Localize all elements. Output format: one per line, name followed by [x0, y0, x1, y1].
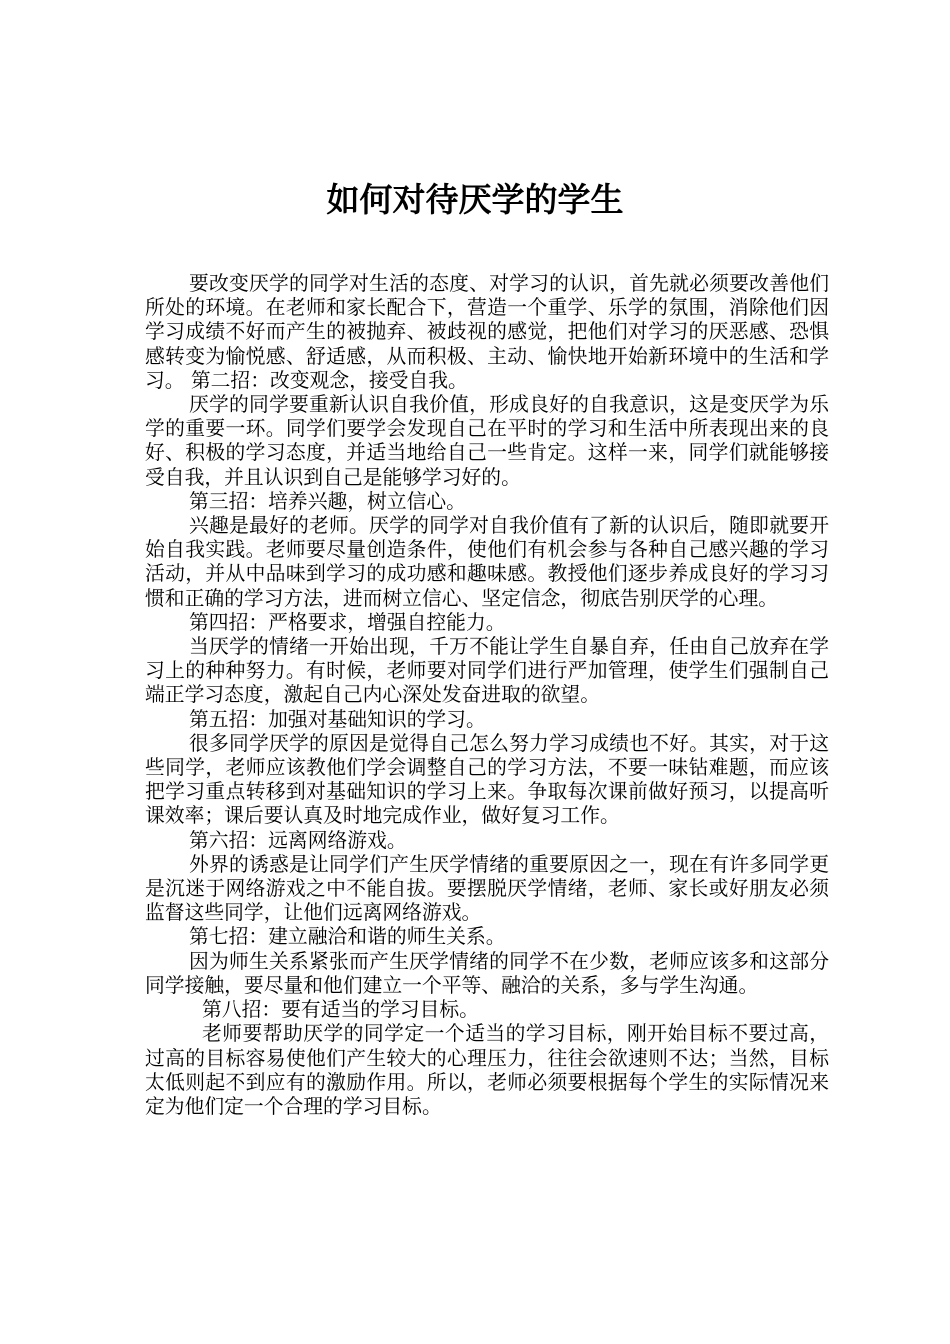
- body-paragraph: 要改变厌学的同学对生活的态度、对学习的认识，首先就必须要改善他们所处的环境。在老师和家长配合下，营造一个重学、乐学的氛围，消除他们因学习成绩不好而产生的被抛弃、被歧视的感觉，把他们对学习的厌恶感、恐惧感转变为愉悦感、舒适感，从而积极、主动、愉快地开始新环境中的生活和学习。 第二招：改变观念，接受自我。: [145, 272, 829, 392]
- section-heading: 第八招：要有适当的学习目标。: [202, 998, 479, 1022]
- body-paragraph: 厌学的同学要重新认识自我价值，形成良好的自我意识，这是变厌学为乐学的重要一环。同学们要学会发现自己在平时的学习和生活中所表现出来的良好、积极的学习态度，并适当地给自己一些肯定。这样一来，同学们就能够接受自我，并且认识到自己是能够学习好的。: [145, 393, 829, 489]
- body-paragraph: 当厌学的情绪一开始出现，千万不能让学生自暴自弃，任由自己放弃在学习上的种种努力。有时候，老师要对同学们进行严加管理，使学生们强制自己端正学习态度，激起自己内心深处发奋进取的欲望。: [145, 635, 829, 707]
- body-paragraph: 兴趣是最好的老师。厌学的同学对自我价值有了新的认识后，随即就要开始自我实践。老师要尽量创造条件，使他们有机会参与各种自己感兴趣的学习活动，并从中品味到学习的成功感和趣味感。教授他们逐步养成良好的学习习惯和正确的学习方法，进而树立信心、坚定信念，彻底告别厌学的心理。: [145, 514, 829, 610]
- document-title: 如何对待厌学的学生: [326, 180, 624, 219]
- body-paragraph: 外界的诱惑是让同学们产生厌学情绪的重要原因之一，现在有许多同学更是沉迷于网络游戏之中不能自拔。要摆脱厌学情绪，老师、家长或好朋友必须监督这些同学，让他们远离网络游戏。: [145, 852, 829, 925]
- section-heading: 第七招：建立融洽和谐的师生关系。: [189, 925, 506, 949]
- document-body: [145, 272, 829, 1119]
- body-paragraph: 因为师生关系紧张而产生厌学情绪的同学不在少数，老师应该多和这部分同学接触，要尽量和他们建立一个平等、融洽的关系，多与学生沟通。: [145, 949, 829, 997]
- section-heading: 第四招：严格要求，增强自控能力。: [189, 610, 506, 634]
- body-paragraph: 很多同学厌学的原因是觉得自己怎么努力学习成绩也不好。其实，对于这些同学，老师应该教他们学会调整自己的学习方法，不要一味钻难题，而应该把学习重点转移到对基础知识的学习上来。争取每次课前做好预习，以提高听课效率；课后要认真及时地完成作业，做好复习工作。: [145, 731, 829, 828]
- section-heading: 第三招：培养兴趣，树立信心。: [189, 489, 466, 513]
- body-paragraph: 老师要帮助厌学的同学定一个适当的学习目标，刚开始目标不要过高，过高的目标容易使他们产生较大的心理压力，往往会欲速则不达；当然，目标太低则起不到应有的激励作用。所以，老师必须要根据每个学生的实际情况来定为他们定一个合理的学习目标。: [145, 1022, 829, 1118]
- section-heading: 第六招：远离网络游戏。: [189, 828, 407, 852]
- section-heading: 第五招：加强对基础知识的学习。: [189, 707, 486, 731]
